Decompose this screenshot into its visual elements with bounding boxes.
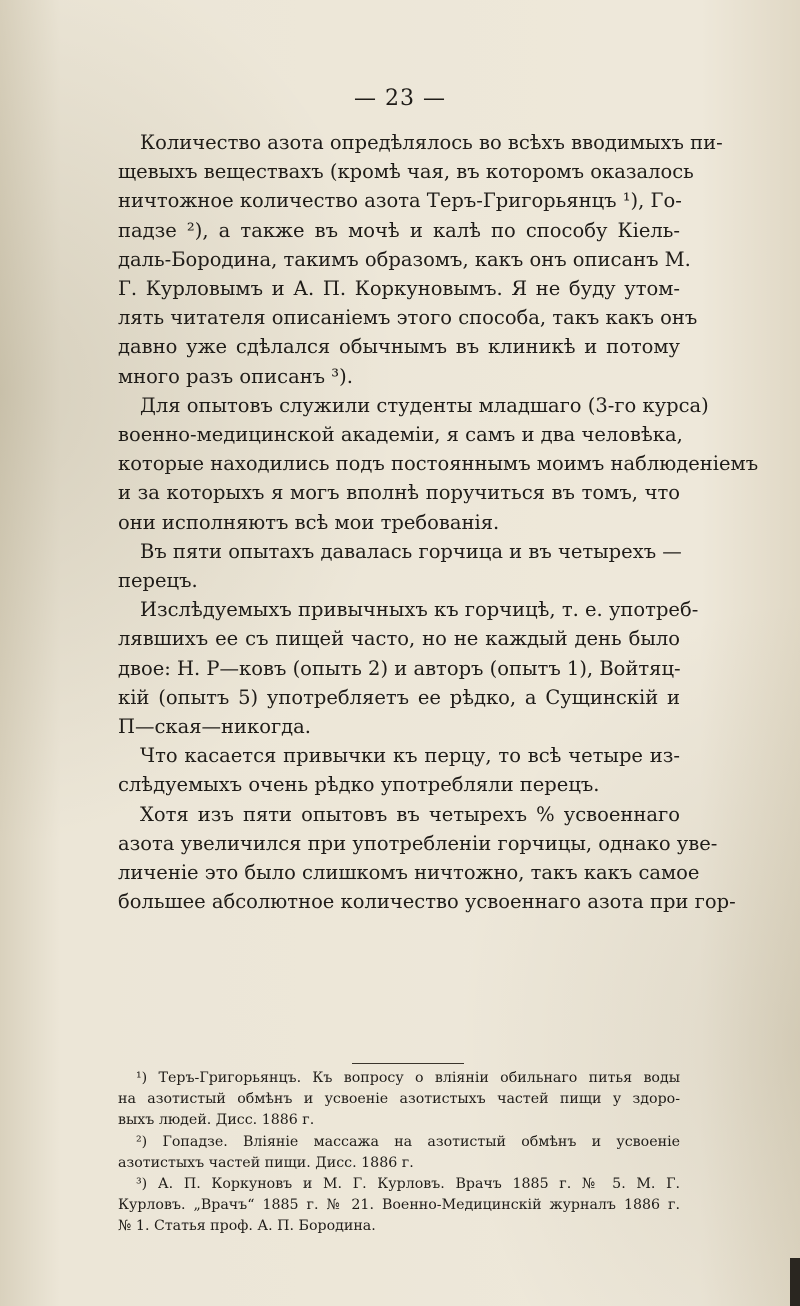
footnote-line: № 1. Статья проф. А. П. Бородина. [118,1218,376,1235]
text-line: щевыхъ веществахъ (кромѣ чая, въ которомъ оказалось [118,160,694,184]
text-line: Что касается привычки къ перцу, то всѣ четыре из- [140,744,680,768]
text-line: Хотя изъ пяти опытовъ въ четырехъ % усвоеннаго [140,802,680,826]
footnote-line: ³) А. П. Коркуновъ и М. Г. Курловъ. Врачъ 1885 г. № 5. М. Г. [136,1176,680,1193]
text-line: Для опытовъ служили студенты младшаго (3-го курса) [140,393,709,417]
footnote-line: на азотистый обмѣнъ и усвоеніе азотистыхъ частей пищи у здоро- [118,1091,680,1108]
text-line: военно-медицинской академіи, я самъ и два человѣка, [118,423,683,447]
text-line: ничтожное количество азота Теръ-Григорьянцъ ¹), Го- [118,189,682,213]
footnote-line: ²) Гопадзе. Вліяніе массажа на азотистый обмѣнъ и усвоеніе [136,1133,680,1150]
text-line: даль-Бородина, такимъ образомъ, какъ онъ описанъ М. [118,247,691,271]
text-line: Изслѣдуемыхъ привычныхъ къ горчицѣ, т. е. употреб- [140,598,699,622]
footnote-divider [352,1063,464,1064]
text-line: личеніе это было слишкомъ ничтожно, такъ какъ самое [118,861,700,885]
text-line: Г. Курловымъ и А. П. Коркуновымъ. Я не буду утом- [118,277,680,301]
text-line: П—ская—никогда. [118,715,312,739]
text-line: они исполняютъ всѣ мои требованія. [118,510,500,534]
page-edge-shadow [790,1258,800,1306]
footnotes [118,1068,680,1238]
text-line: Въ пяти опытахъ давалась горчица и въ четырехъ — [140,539,682,563]
text-line: двое: Н. Р—ковъ (опыть 2) и авторъ (опытъ 1), Войтяц- [118,656,681,680]
text-line: и за которыхъ я могъ вполнѣ поручиться въ томъ, что [118,481,680,505]
text-line: кій (опытъ 5) употребляетъ ее рѣдко, а Сущинскій и [118,685,680,709]
footnote-line: Курловъ. „Врачъ“ 1885 г. № 21. Военно-Медицинскій журналъ 1886 г. [118,1197,680,1214]
text-line: много разъ описанъ ³). [118,364,353,388]
text-line: большее абсолютное количество усвоеннаго азота при гор- [118,890,736,914]
text-line: лять читателя описаніемъ этого способа, такъ какъ онъ [118,306,698,330]
footnote-line: ¹) Теръ-Григорьянцъ. Къ вопросу о вліяніи обильнаго питья воды [136,1070,680,1086]
text-line: лявшихъ ее съ пищей часто, но не каждый день было [118,627,680,651]
text-line: которые находились подъ постояннымъ моимъ наблюденіемъ [118,452,759,476]
main-text [118,128,759,916]
text-line: давно уже сдѣлался обычнымъ въ клиникѣ и потому [118,335,680,359]
text-line: перецъ. [118,569,198,593]
page-number: — 23 — [354,86,446,111]
text-line: падзе ²), а также въ мочѣ и калѣ по способу Кіель- [118,218,680,242]
text-line: слѣдуемыхъ очень рѣдко употребляли перецъ. [118,773,600,797]
text-line: азота увеличился при употребленіи горчицы, однако уве- [118,831,718,855]
footnote-line: азотистыхъ частей пищи. Дисс. 1886 г. [118,1154,414,1171]
text-line: Количество азота опредѣлялось во всѣхъ вводимыхъ пи- [140,131,723,154]
footnote-line: выхъ людей. Дисс. 1886 г. [118,1112,315,1129]
